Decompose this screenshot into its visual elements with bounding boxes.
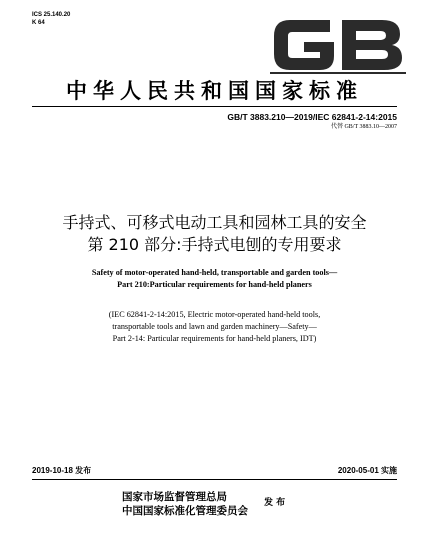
publishers: [122, 490, 248, 518]
iec-reference: [0, 309, 429, 345]
publish-label: 发 布: [264, 498, 286, 508]
ccs-code: K 64: [32, 20, 45, 26]
iec-reference-line1: (IEC 62841-2-14:2015, Electric motor-operated hand-held tools,: [108, 310, 321, 319]
implementation-date: 2020-05-01 实施: [337, 466, 397, 475]
iec-reference-line3: Part 2-14: Particular requirements for hand-held planers, IDT): [112, 334, 317, 343]
title-chinese-line2: 第 210 部分:手持式电刨的专用要求: [87, 235, 342, 254]
issue-date: 2019-10-18 发布: [32, 466, 92, 475]
title-english-line2: Part 210:Particular requirements for hand-held planers: [117, 280, 312, 289]
gb-logo-icon: [270, 14, 406, 76]
title-english-line1: Safety of motor-operated hand-held, transportable and garden tools—: [91, 268, 338, 277]
title-chinese: [0, 212, 429, 256]
iec-reference-line2: transportable tools and lawn and garden machinery—Safety—: [112, 322, 317, 331]
standard-number: GB/T 3883.210—2019/IEC 62841-2-14:2015: [227, 112, 397, 122]
title-chinese-line1: 手持式、可移式电动工具和园林工具的安全: [62, 213, 367, 232]
replaces-standard: 代替 GB/T 3883.10—2007: [330, 124, 397, 130]
classification-codes: [32, 11, 70, 27]
title-english: [0, 267, 429, 291]
footer-divider: [32, 479, 397, 480]
standard-name: 中华人民共和国国家标准: [66, 79, 363, 103]
publisher-samr: 国家市场监督管理总局: [122, 491, 227, 503]
header-divider: [32, 106, 397, 107]
ics-code: ICS 25.140.20: [32, 12, 71, 18]
publisher-sac: 中国国家标准化管理委员会: [122, 505, 248, 517]
